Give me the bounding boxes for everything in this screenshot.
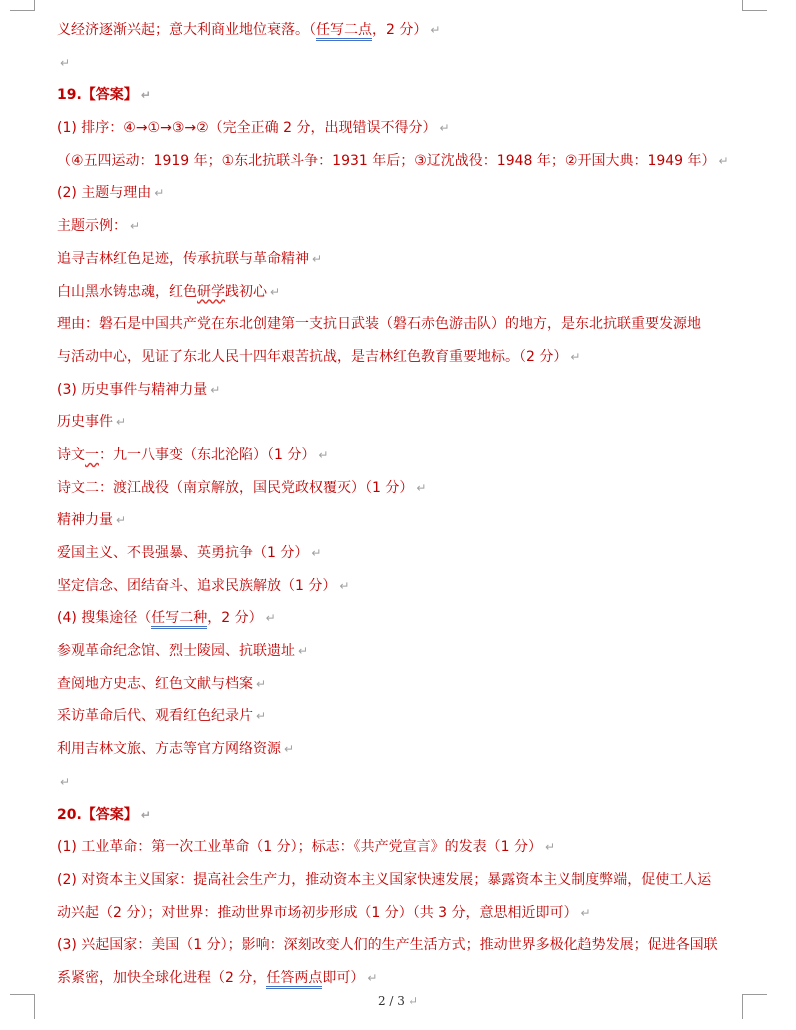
text-segment: 20.【答案】 xyxy=(57,806,138,823)
text-line xyxy=(57,374,747,407)
text-segment: 主题示例： xyxy=(57,218,127,235)
text-segment: 义经济逐渐兴起；意大利商业地位衰落。（ xyxy=(57,22,316,38)
text-segment: (3) 兴起国家：美国（1 分）；影响：深刻改变人们的生产生活方式；推动世界多极化趋势发展；促进各国联 xyxy=(57,937,718,954)
text-segment: 利用吉林文旅、方志等官方网络资源 xyxy=(57,741,281,758)
paragraph-mark-icon: ↵ xyxy=(284,742,295,757)
paragraph-mark-icon: ↵ xyxy=(116,513,127,528)
paragraph-mark-icon: ↵ xyxy=(256,676,267,691)
paragraph-mark-icon: ↵ xyxy=(116,415,127,430)
text-segment: 理由：磐石是中国共产党在东北创建第一支抗日武装（磐石赤色游击队）的地方，是东北抗联重要发源地 xyxy=(57,316,701,333)
paragraph-mark-icon: ↵ xyxy=(265,611,276,626)
text-segment: 白山黑水铸忠魂，红色 xyxy=(57,283,197,300)
text-line xyxy=(57,47,747,80)
paragraph-mark-icon: ↵ xyxy=(270,284,281,299)
paragraph-mark-icon: ↵ xyxy=(339,578,350,593)
text-segment: 参观革命纪念馆、烈士陵园、抗联遗址 xyxy=(57,643,295,660)
text-line xyxy=(57,962,747,995)
paragraph-mark-icon: ↵ xyxy=(312,251,323,266)
text-line xyxy=(57,210,747,243)
text-line xyxy=(57,341,747,374)
text-segment: 查阅地方史志、红色文献与档案 xyxy=(57,675,253,692)
question-heading xyxy=(57,799,747,832)
page-number: 2 / 3 xyxy=(377,994,405,1008)
text-line xyxy=(57,145,747,178)
paragraph-mark-icon: ↵ xyxy=(430,23,441,37)
text-segment: 精神力量 xyxy=(57,512,113,529)
text-line xyxy=(57,635,747,668)
text-segment: (1) 工业革命：第一次工业革命（1 分）；标志：《共产党宣言》的发表（1 分） xyxy=(57,839,542,856)
spellcheck-underlined-text: 一 xyxy=(85,446,99,463)
grammar-underlined-text: 任写二种 xyxy=(151,610,207,629)
paragraph-mark-icon: ↵ xyxy=(570,349,581,364)
paragraph-mark-icon: ↵ xyxy=(60,55,71,70)
text-line xyxy=(57,700,747,733)
paragraph-mark-icon: ↵ xyxy=(318,447,329,462)
grammar-underlined-text: 任写二点 xyxy=(316,22,372,41)
paragraph-mark-icon: ↵ xyxy=(256,709,267,724)
question-heading xyxy=(57,79,747,112)
text-segment: ，2 分） xyxy=(372,22,428,38)
paragraph-mark-icon: ↵ xyxy=(210,382,221,397)
text-segment: 采访革命后代、观看红色纪录片 xyxy=(57,708,253,725)
text-line xyxy=(57,243,747,276)
grammar-underlined-text: 任答两点 xyxy=(266,970,322,989)
text-line xyxy=(57,276,747,309)
text-segment: (1) 排序：④→①→③→②（完全正确 2 分，出现错误不得分） xyxy=(57,120,437,137)
text-segment: 与活动中心，见证了东北人民十四年艰苦抗战，是吉林红色教育重要地标。（2 分） xyxy=(57,348,568,365)
page-corner-mark-top-left xyxy=(10,0,35,11)
paragraph-mark-icon: ↵ xyxy=(416,480,427,495)
paragraph-mark-icon: ↵ xyxy=(718,153,729,168)
text-segment: 动兴起（2 分）；对世界：推动世界市场初步形成（1 分）（共 3 分，意思相近即可） xyxy=(57,904,578,921)
paragraph-mark-icon: ↵ xyxy=(298,644,309,659)
text-line xyxy=(57,929,747,962)
text-segment: 即可） xyxy=(322,969,365,986)
page-footer xyxy=(0,994,796,1008)
text-segment: (2) 对资本主义国家：提高社会生产力，推动资本主义国家快速发展；暴露资本主义制度弊端，促使工人运 xyxy=(57,871,712,888)
paragraph-mark-icon: ↵ xyxy=(545,840,556,855)
text-segment: ，2 分） xyxy=(207,610,263,627)
text-line xyxy=(57,668,747,701)
text-segment: (2) 主题与理由 xyxy=(57,185,152,202)
text-line xyxy=(57,602,747,635)
text-segment: 系紧密，加快全球化进程（2 分， xyxy=(57,969,267,986)
text-line xyxy=(57,733,747,766)
paragraph-mark-icon: ↵ xyxy=(367,970,378,985)
text-segment: 19.【答案】 xyxy=(57,87,138,104)
text-line xyxy=(57,570,747,603)
paragraph-mark-icon: ↵ xyxy=(439,121,450,136)
text-segment: 坚定信念、团结奋斗、追求民族解放（1 分） xyxy=(57,577,337,594)
text-line xyxy=(57,864,747,897)
spellcheck-underlined-text: 研学 xyxy=(197,283,225,300)
text-line xyxy=(57,766,747,799)
paragraph-mark-icon: ↵ xyxy=(407,994,418,1008)
text-line xyxy=(57,472,747,505)
text-line xyxy=(57,504,747,537)
text-segment: 历史事件 xyxy=(57,414,113,431)
paragraph-mark-icon: ↵ xyxy=(154,186,165,201)
text-segment: 诗文 xyxy=(57,446,85,463)
paragraph-mark-icon: ↵ xyxy=(580,905,591,920)
text-segment: 诗文二：渡江战役（南京解放，国民党政权覆灭）（1 分） xyxy=(57,479,414,496)
paragraph-mark-icon: ↵ xyxy=(60,774,71,789)
text-segment: (3) 历史事件与精神力量 xyxy=(57,381,208,398)
text-segment: ：九一八事变（东北沦陷）（1 分） xyxy=(99,446,316,463)
text-line xyxy=(57,177,747,210)
text-line xyxy=(57,112,747,145)
text-line xyxy=(57,831,747,864)
text-line xyxy=(57,14,747,47)
text-segment: 初心 xyxy=(239,283,267,300)
page-corner-mark-top-right xyxy=(742,0,767,11)
document-body xyxy=(57,14,747,995)
text-line xyxy=(57,439,747,472)
text-segment: (4) 搜集途径（ xyxy=(57,610,152,627)
text-line xyxy=(57,406,747,439)
text-line xyxy=(57,308,747,341)
paragraph-mark-icon: ↵ xyxy=(140,807,151,822)
paragraph-mark-icon: ↵ xyxy=(140,88,151,103)
paragraph-mark-icon: ↵ xyxy=(311,546,322,560)
text-line xyxy=(57,897,747,930)
text-segment: （④五四运动：1919 年；①东北抗联斗争：1931 年后；③辽沈战役：1948 年；②开国大典：1949 年） xyxy=(57,152,716,169)
paragraph-mark-icon: ↵ xyxy=(130,219,141,234)
text-segment: 追寻吉林红色足迹，传承抗联与革命精神 xyxy=(57,250,309,267)
text-line xyxy=(57,537,747,570)
text-segment: 践 xyxy=(225,283,239,300)
text-segment: 爱国主义、不畏强暴、英勇抗争（1 分） xyxy=(57,545,309,561)
